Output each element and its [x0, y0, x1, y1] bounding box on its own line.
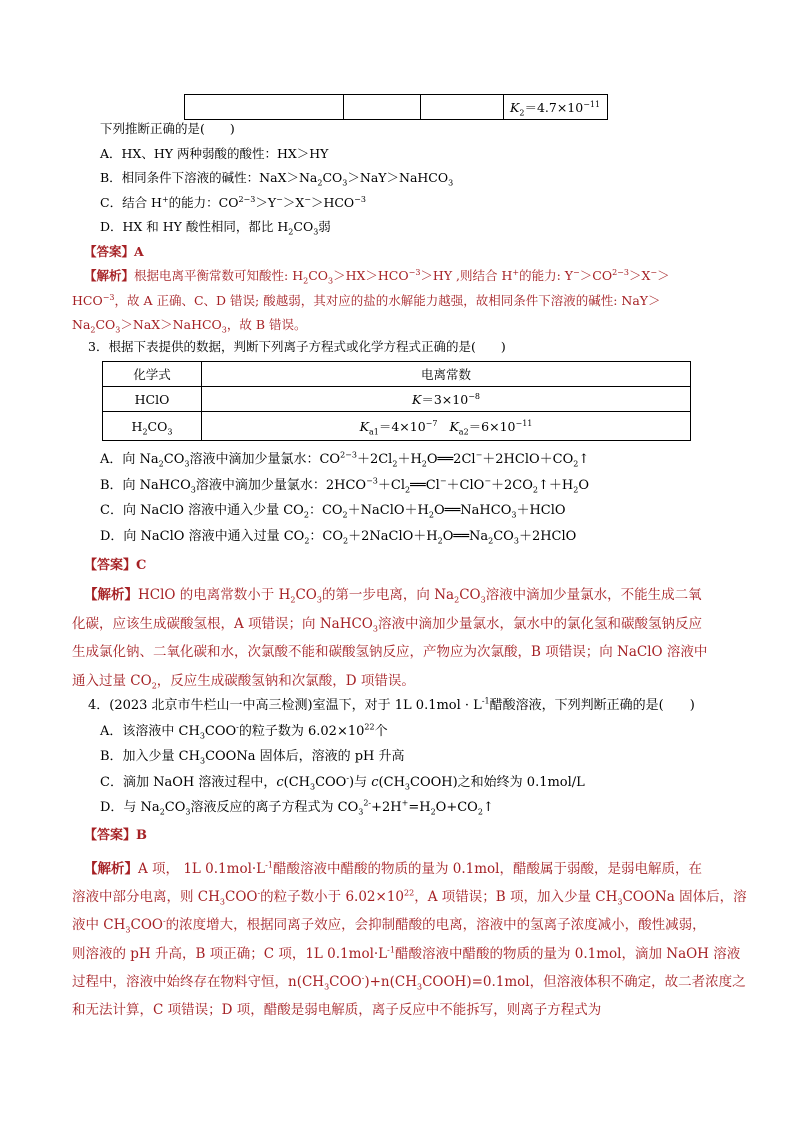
text-run: =H [408, 800, 431, 815]
subscript-text: 2 [342, 510, 348, 520]
q2-option-a: A．HX、HY 两种弱酸的酸性：HX＞HY [100, 145, 329, 161]
subscript-text: 3 [513, 536, 519, 546]
top-table-cell [421, 95, 504, 120]
text-run: 溶液中部分电离，则 CH [72, 889, 220, 906]
text-run: COO [130, 917, 163, 934]
text-run: )+n(CH [364, 973, 417, 990]
text-run: ＞ [657, 268, 670, 283]
subscript-text: 2 [90, 325, 96, 335]
text-run: CO [308, 268, 329, 283]
text-run: D．向 NaClO 溶液中通入过量 CO [100, 528, 305, 544]
superscript-text: − [439, 476, 447, 486]
text-run: 则溶液的 pH 升高，B 项正确；C 项，1L 0.1mol·L [72, 945, 388, 962]
subscript-text: 3 [480, 595, 486, 605]
subscript-text: 2 [477, 807, 483, 817]
text-run: COO [329, 973, 362, 990]
text-run: ，A 项错误；B 项，加入少量 CH [414, 889, 618, 906]
subscript-text: 2 [303, 276, 309, 286]
text-run: ＋NaClO＋H [347, 503, 429, 518]
subscript-text: 3 [617, 897, 623, 907]
q3-analysis [72, 581, 732, 695]
text-run: 【解析】 [84, 861, 138, 877]
text-run: 的粒子数为 6.02×10 [238, 723, 365, 739]
text-run: +2H [371, 800, 402, 815]
text-run: ，反应生成碳酸氢钠和次氯酸，D 项错误。 [156, 672, 415, 689]
text-run: 的能力: Y [519, 268, 574, 283]
text-run: ＞NaX＞NaHCO [120, 317, 222, 332]
q3-option-d [100, 524, 722, 550]
text-run: COO [204, 723, 237, 739]
q3-option-c [100, 498, 722, 524]
text-run: CO [163, 452, 185, 467]
text-run: CO [147, 418, 168, 434]
text-run: A．该溶液中 CH [100, 723, 200, 739]
text-run: COONa 固体后，溶液的 pH 升高 [205, 749, 405, 764]
subscript-text: 2 [428, 510, 434, 520]
subscript-text: 3 [199, 731, 205, 741]
text-run: B．相同条件下溶液的碱性：NaX＞Na [100, 170, 318, 185]
q4-answer: 【答案】B [84, 827, 147, 843]
superscript-text: + [401, 798, 409, 808]
text-run: 根据电离平衡常数可知酸性: H [134, 268, 304, 283]
text-run: 液中 CH [72, 917, 126, 934]
superscript-text: + [512, 267, 520, 277]
subscript-text: 3 [167, 427, 173, 436]
table-cell-h2co3 [103, 412, 202, 441]
text-run: ＋2HClO [518, 528, 577, 544]
text-run: 弱 [318, 219, 331, 234]
subscript-text: 2 [437, 536, 443, 546]
text-run: CO [459, 587, 481, 603]
superscript-text: −11 [515, 418, 533, 428]
text-run: ══Cl [410, 477, 440, 493]
q4-option-a [100, 719, 722, 745]
q2-option-c [100, 191, 722, 216]
italic-symbol: c [371, 774, 379, 790]
q2-block [72, 117, 722, 338]
superscript-text: − [650, 267, 658, 277]
k2-symbol: K [510, 100, 520, 115]
text-run: ，故 A 正确、C、D 错误; 酸越弱，其对应的盐的水解能力越强，故相同条件下溶液的碱性: NaY＞ [114, 292, 661, 308]
text-run: C．向 NaClO 溶液中通入少量 CO [100, 503, 304, 518]
subscript-text: 2 [303, 510, 309, 520]
superscript-text: - [346, 773, 350, 783]
superscript-text: − [304, 194, 311, 204]
subscript-text: 2 [454, 595, 460, 605]
text-run: O+CO [435, 800, 478, 815]
text-run: ＞HCO [310, 194, 355, 210]
superscript-text: −3 [408, 267, 421, 277]
table-cell-hclo: HClO [103, 387, 202, 412]
text-run: 【解析】 [84, 587, 138, 603]
subscript-text: 3 [313, 227, 319, 237]
subscript-text: 2 [430, 807, 436, 817]
text-run: ＞HY ,则结合 H [420, 268, 513, 283]
text-run: 个 [374, 723, 388, 739]
text-run: CO [164, 800, 186, 815]
q2-analysis [72, 264, 722, 338]
text-run: 的粒子数小于 6.02×10 [260, 889, 405, 906]
text-run: COO [225, 889, 258, 906]
k2-cell [504, 95, 608, 120]
q4-analysis [72, 855, 747, 1024]
subscript-text: 3 [328, 276, 334, 286]
subscript-text: 3 [511, 510, 517, 520]
superscript-text: − [573, 267, 580, 277]
table-header-formula: 化学式 [103, 362, 202, 387]
top-table-cell [185, 95, 344, 120]
text-run: ：CO [308, 503, 343, 518]
text-run: HClO 的电离常数小于 H [138, 587, 291, 603]
text-run: ＞X [628, 268, 651, 283]
text-run: 4．(2023 北京市牛栏山一中高三检测)室温下，对于 1L 0.1mol · L [88, 698, 482, 713]
text-run: )与 [349, 774, 372, 790]
q3-option-b [100, 473, 722, 499]
table-header-constant: 电离常数 [202, 362, 691, 387]
subscript-text: 3 [185, 807, 191, 817]
subscript-text: 3 [184, 459, 190, 469]
superscript-text: −7 [425, 418, 438, 428]
table-cell-hclo-k [202, 387, 691, 412]
subscript-text: 3 [219, 897, 225, 907]
subscript-text: 2 [532, 485, 538, 495]
subscript-text: 3 [404, 782, 410, 792]
superscript-text: − [484, 476, 492, 486]
superscript-text: −3 [366, 476, 378, 486]
text-run: 的能力：CO [168, 194, 239, 210]
superscript-text: - [257, 888, 261, 898]
text-run: ＋Cl [377, 477, 405, 493]
q3-option-a [100, 447, 722, 473]
subscript-text: 2 [488, 536, 494, 546]
text-run: 溶液中滴加少量氯水：CO [189, 452, 341, 467]
text-run: 溶液中滴加少量氯水：2HCO [195, 477, 367, 493]
subscript-text: 2 [142, 427, 148, 436]
subscript-text: 2 [151, 681, 157, 691]
text-run: 醋酸溶液中醋酸的物质的量为 0.1mol，滴加 NaOH 溶液 [394, 945, 741, 962]
subscript-text: 3 [342, 178, 348, 188]
text-run: ＝3×10 [421, 392, 469, 407]
text-run: CO [95, 317, 116, 332]
subscript-text: 3 [448, 178, 454, 188]
text-run: COO [315, 774, 347, 790]
sup: −11 [583, 99, 601, 109]
superscript-text: 2- [363, 798, 372, 808]
subscript-text: 2 [159, 807, 165, 817]
superscript-text: - [162, 916, 166, 926]
text-run: ＋2HClO＋CO [482, 452, 574, 467]
q2-option-d [100, 215, 722, 240]
q3-data-table [102, 361, 691, 441]
subscript-text: 2 [317, 178, 323, 188]
text-run: 醋酸溶液，下列判断正确的是( ) [489, 698, 695, 713]
superscript-text: 2−3 [238, 194, 256, 204]
subscript-text: 3 [190, 485, 196, 495]
text-run: C．结合 H [100, 194, 162, 210]
superscript-text: - [236, 722, 239, 732]
text-run: COOH)之和始终为 0.1mol/L [410, 774, 585, 790]
superscript-text: -1 [481, 696, 490, 706]
q3-options [72, 447, 722, 579]
superscript-text: 2−3 [612, 267, 629, 277]
q4-stem [88, 693, 722, 719]
subscript-text: 2 [304, 536, 310, 546]
superscript-text: - [361, 973, 365, 983]
text-run: B．向 NaHCO [100, 477, 191, 493]
text-run: COONa 固体后，溶 [622, 889, 747, 906]
text-run: (CH [283, 774, 310, 790]
text-run: ＋2NaClO＋H [348, 528, 438, 544]
text-run: ＋H [397, 452, 422, 467]
subscript-text: a2 [458, 427, 469, 437]
superscript-text: −8 [468, 391, 480, 401]
text-run: 的浓度增大，根据同离子效应，会抑制醋酸的电离，溶液中的氢离子浓度减小，酸性减弱， [165, 917, 706, 934]
text-run: O══NaHCO [433, 503, 512, 518]
top-table-cell [344, 95, 421, 120]
italic-symbol: K [412, 392, 422, 407]
superscript-text: − [276, 194, 283, 204]
text-run: CO [293, 219, 314, 234]
superscript-text: 22 [404, 888, 415, 898]
superscript-text: -1 [265, 860, 273, 870]
q3-stem: 3．根据下表提供的数据，判断下列离子方程式或化学方程式正确的是( ) [88, 339, 506, 354]
text-run: 溶液中滴加少量氯水，氯水中的氯化氢和碳酸氢钠反应 [377, 615, 702, 632]
italic-symbol: K [359, 419, 369, 434]
subscript-text: 3 [221, 325, 227, 335]
text-run: 溶液反应的离子方程式为 CO [190, 800, 359, 815]
subscript-text: 3 [324, 982, 330, 992]
subscript-text: a1 [368, 427, 379, 437]
text-run: ↑ [482, 800, 494, 815]
text-run: ＞X [282, 194, 305, 210]
subscript-text: 2 [158, 459, 164, 469]
text-run: 和无法计算，C 项错误；D 项，醋酸是弱电解质，离子反应中不能拆写，则离子方程式为 [72, 1002, 602, 1019]
subscript-text: 2 [573, 459, 579, 469]
text-run: CO [493, 528, 514, 544]
text-run: ＋2CO [491, 477, 533, 493]
subscript-text: 3 [358, 807, 364, 817]
superscript-text: −3 [102, 292, 115, 302]
k2-value: ＝4.7×10 [524, 100, 584, 115]
q2-answer: 【答案】A [84, 243, 144, 259]
text-run: ＋HClO [516, 503, 566, 518]
text-run: ↑＋H [538, 477, 574, 493]
text-run: B．加入少量 CH [100, 749, 200, 764]
text-run: ＞NaY＞NaHCO [347, 170, 449, 185]
text-run: 化碳，应该生成碳酸氢根，A 项错误；向 NaHCO [72, 615, 373, 632]
text-run: O [578, 477, 589, 493]
text-run: Na [72, 317, 91, 332]
text-run: ＝4×10 [378, 419, 426, 434]
text-run: 的第一步电离，向 Na [321, 587, 455, 603]
q4-option-d [100, 795, 722, 821]
text-run: D．与 Na [100, 800, 160, 815]
subscript-text: 2 [392, 459, 398, 469]
text-run: 过程中，溶液中始终存在物料守恒，n(CH [72, 973, 325, 990]
table-cell-h2co3-k [202, 412, 691, 441]
text-run: 【解析】 [84, 268, 135, 283]
text-run: (CH [378, 774, 405, 790]
sub: 2 [519, 108, 525, 118]
italic-symbol: c [276, 774, 284, 790]
text-run: CO [322, 170, 343, 185]
q3-answer: 【答案】C [84, 558, 147, 573]
subscript-text: 2 [288, 227, 294, 237]
text-run: O══Na [442, 528, 489, 544]
text-run: 生成氯化钠、二氧化碳和水，次氯酸不能和碳酸氢钠反应，产物应为次氯酸，B 项错误；向 NaClO 溶液中 [72, 644, 708, 660]
text-run: ＞Y [255, 194, 277, 210]
text-run: A 项， 1L 0.1mol·L [138, 861, 266, 877]
text-run: ＞CO [579, 268, 613, 283]
superscript-text: − [475, 450, 483, 460]
text-run: ↑ [578, 452, 590, 467]
text-run: O══2Cl [426, 452, 476, 467]
subscript-text: 2 [421, 459, 427, 469]
q4-option-c [100, 770, 722, 796]
text-run: ，故 B 错误。 [226, 317, 307, 332]
text-run: ＞HX＞HCO [333, 268, 409, 283]
q4-block [72, 693, 722, 848]
q2-option-b [100, 166, 722, 191]
subscript-text: 3 [309, 782, 316, 792]
text-run: ＋ClO [446, 477, 485, 493]
text-run: C．滴加 NaOH 溶液过程中， [100, 774, 277, 790]
superscript-text: −3 [354, 194, 366, 204]
text-run: CO [295, 587, 317, 603]
subscript-text: 3 [417, 982, 423, 992]
subscript-text: 3 [372, 624, 378, 634]
text-run: A．向 Na [100, 452, 159, 467]
subscript-text: 3 [199, 756, 206, 766]
superscript-text: 22 [364, 722, 375, 732]
text-run: 溶液中滴加少量氯水，不能生成二氧 [485, 587, 702, 603]
text-run: ＝6×10 [468, 419, 516, 434]
superscript-text: 2−3 [340, 450, 357, 460]
text-run: ：CO [309, 528, 344, 544]
subscript-text: 3 [115, 325, 121, 335]
q2-stem: 下列推断正确的是( ) [100, 121, 235, 136]
italic-symbol: K [449, 419, 459, 434]
text-run: H [131, 418, 143, 434]
q4-option-b [100, 744, 722, 770]
superscript-text: + [161, 194, 169, 204]
text-run: COOH)=0.1mol，但溶液体积不确定，故二者浓度之 [422, 973, 746, 990]
subscript-text: 3 [316, 595, 322, 605]
subscript-text: 3 [125, 926, 131, 936]
text-run: D．HX 和 HY 酸性相同，都比 H [100, 219, 289, 234]
subscript-text: 2 [343, 536, 349, 546]
superscript-text: -1 [387, 945, 395, 955]
subscript-text: 2 [404, 485, 411, 495]
text-run: 醋酸溶液中醋酸的物质的量为 0.1mol，醋酸属于弱酸，是弱电解质，在 [272, 861, 702, 877]
text-run: HCO [72, 292, 103, 308]
text-run: ＋2Cl [356, 452, 393, 467]
text-run: 通入过量 CO [72, 672, 152, 689]
subscript-text: 2 [290, 595, 296, 605]
subscript-text: 2 [573, 485, 579, 495]
